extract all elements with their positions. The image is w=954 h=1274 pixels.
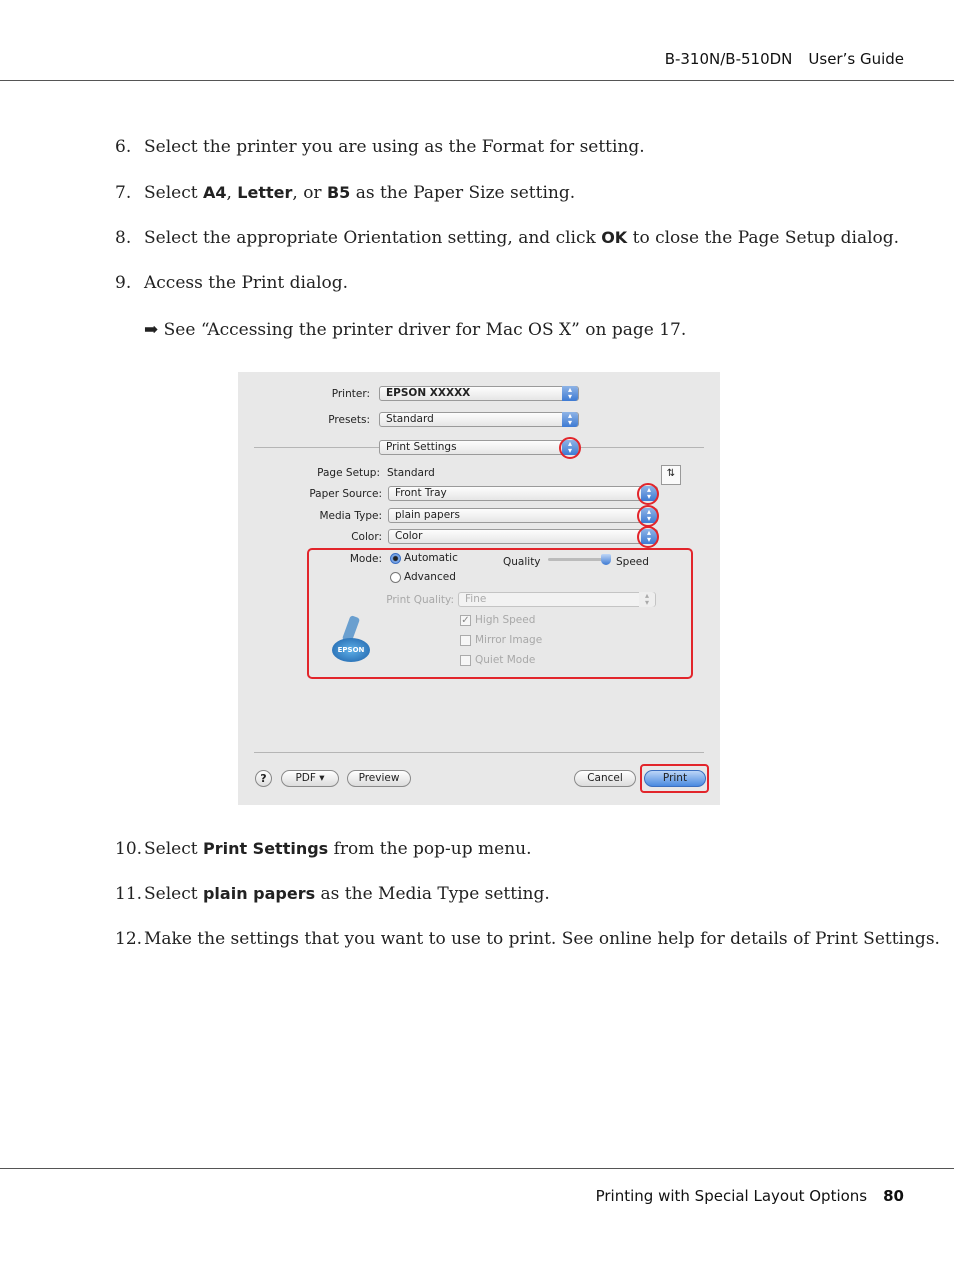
printer-label: Printer: xyxy=(331,388,370,400)
preview-button[interactable]: Preview xyxy=(347,770,411,787)
print-button[interactable]: Print xyxy=(644,770,706,787)
page-setup-icon[interactable]: ⇅ xyxy=(661,465,681,485)
highlight-ring xyxy=(637,483,659,505)
quiet-mode-checkbox[interactable] xyxy=(460,655,471,666)
divider xyxy=(254,752,704,753)
footer-section: Printing with Special Layout Options xyxy=(595,1187,868,1205)
popup-arrows-icon: ▴ ▾ xyxy=(641,486,657,501)
step-9: 9. Access the Print dialog. xyxy=(115,273,349,293)
mirror-image-checkbox[interactable] xyxy=(460,635,471,646)
header-guide: User’s Guide xyxy=(808,50,904,68)
printer-popup[interactable]: EPSON XXXXX ▴ ▾ xyxy=(379,386,579,401)
highlight-ring xyxy=(637,526,659,548)
highlight-ring xyxy=(637,505,659,527)
media-type-popup[interactable]: plain papers ▴ ▾ xyxy=(388,508,658,523)
step-10: 10. Select Print Settings from the pop-up menu. xyxy=(115,839,532,859)
color-label: Color: xyxy=(351,531,382,543)
media-type-label: Media Type: xyxy=(319,510,382,522)
page-footer xyxy=(596,1187,904,1205)
quiet-mode-label: Quiet Mode xyxy=(475,654,536,666)
pdf-button[interactable]: PDF ▾ xyxy=(281,770,339,787)
step-8: 8. Select the appropriate Orientation setting, and click OK to close the Page Setup dialog. xyxy=(115,228,900,248)
help-button[interactable]: ? xyxy=(255,770,272,787)
popup-arrows-icon: ▴ ▾ xyxy=(641,529,657,544)
step-12: 12. Make the settings that you want to use to print. See online help for details of Print Settings. xyxy=(115,929,940,949)
high-speed-checkbox[interactable]: ✓ xyxy=(461,615,470,626)
header-model: B-310N/B-510DN xyxy=(664,50,793,68)
step-6: 6. Select the printer you are using as the Format for setting. xyxy=(115,137,645,157)
popup-arrows-icon: ▴ ▾ xyxy=(641,508,657,523)
print-quality-popup[interactable]: Fine ▴ ▾ xyxy=(458,592,656,607)
mode-automatic-label: Automatic xyxy=(404,552,458,564)
mirror-image-label: Mirror Image xyxy=(475,634,543,646)
page-setup-label: Page Setup: xyxy=(317,467,380,479)
page-header xyxy=(649,50,904,68)
popup-arrows-icon: ▴ ▾ xyxy=(562,440,578,455)
color-popup[interactable]: Color ▴ ▾ xyxy=(388,529,658,544)
presets-popup[interactable]: Standard ▴ ▾ xyxy=(379,412,579,427)
print-dialog xyxy=(238,372,720,805)
paper-source-label: Paper Source: xyxy=(309,488,382,500)
slider-thumb[interactable] xyxy=(601,554,611,565)
popup-arrows-icon: ▴ ▾ xyxy=(562,412,578,427)
epson-logo: EPSON xyxy=(332,616,372,666)
print-quality-label: Print Quality: xyxy=(386,594,454,606)
mode-advanced-radio[interactable] xyxy=(390,572,401,583)
speed-label: Speed xyxy=(616,556,649,568)
mode-advanced-label: Advanced xyxy=(404,571,456,583)
step-7: 7. Select A4, Letter, or B5 as the Paper Size setting. xyxy=(115,183,576,203)
page-number: 80 xyxy=(883,1187,904,1205)
mode-automatic-radio[interactable] xyxy=(390,553,401,564)
quality-label: Quality xyxy=(503,556,541,568)
footer-rule xyxy=(0,1168,954,1169)
cancel-button[interactable]: Cancel xyxy=(574,770,636,787)
step-11: 11. Select plain papers as the Media Type setting. xyxy=(115,884,550,904)
panel-popup[interactable]: Print Settings ▴ ▾ xyxy=(379,440,579,455)
paper-source-popup[interactable]: Front Tray ▴ ▾ xyxy=(388,486,658,501)
mode-label: Mode: xyxy=(349,553,382,565)
page-setup-value: Standard xyxy=(387,467,435,479)
high-speed-label: High Speed xyxy=(475,614,536,626)
see-reference-link[interactable]: ➡ See “Accessing the printer driver for Mac OS X” on page 17. xyxy=(144,320,687,340)
header-rule xyxy=(0,80,954,81)
popup-arrows-icon: ▴ ▾ xyxy=(562,386,578,401)
highlight-ring xyxy=(559,437,581,459)
arrow-right-icon: ➡ xyxy=(144,320,159,340)
presets-label: Presets: xyxy=(328,414,370,426)
print-highlight-box xyxy=(640,764,709,793)
quality-speed-slider[interactable] xyxy=(548,558,608,561)
